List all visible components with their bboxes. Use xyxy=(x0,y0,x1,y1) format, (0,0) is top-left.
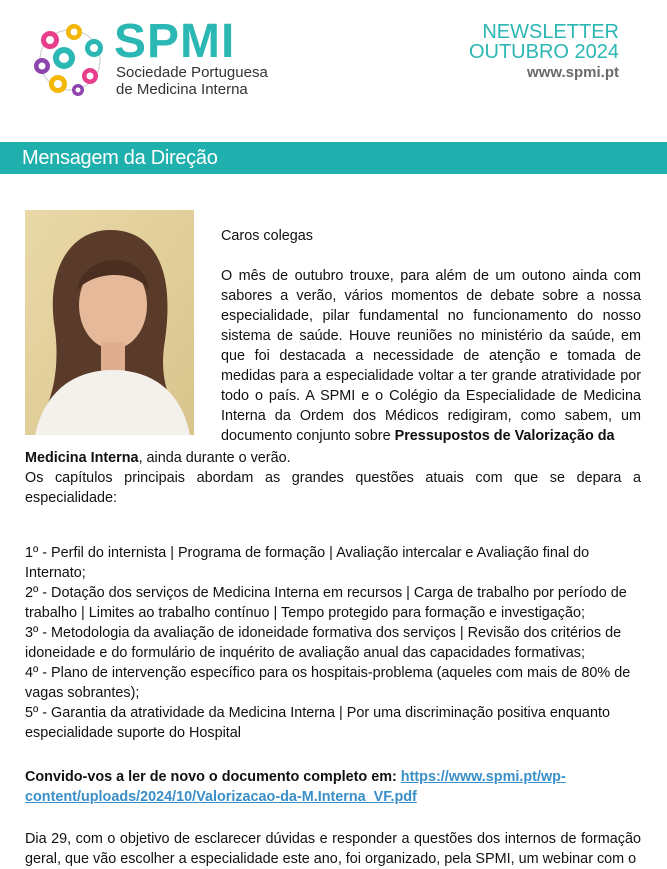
list-item: 2º - Dotação dos serviços de Medicina Interna em recursos | Carga de trabalho por período de trabalho | Limites ao trabalho contínuo | Tempo protegido para formação e investigação; xyxy=(25,585,627,621)
newsletter-label: NEWSLETTER xyxy=(482,21,619,43)
paragraph-1-end xyxy=(25,448,641,468)
letter-intro xyxy=(221,226,641,446)
invite-paragraph xyxy=(25,767,641,807)
paragraph-1-text: O mês de outubro trouxe, para além de um outono ainda com sabores a verão, vários momentos de debate sobre a nossa especialidade, pilar fundamental no funcionamento do nosso sistema de saúde. Houve reuniões no ministério da saúde, em que foi destacada a necessidade de atenção e tomada de medidas para a especialidade voltar a ter grande atratividade por todo o país. A SPMI e o Colégio da Especialidade de Medicina Interna da Ordem dos Médicos redigiram, como sabem, um documento conjunto sobre xyxy=(221,268,641,444)
logo-subtitle-line1: Sociedade Portuguesa xyxy=(116,64,268,81)
list-item: 3º - Metodologia da avaliação de idoneidade formativa dos serviços | Revisão dos critérios de idoneidade e do formulário de inquérito de avaliação anual das capacidades formativas; xyxy=(25,625,622,661)
logo-subtitle-line2: de Medicina Interna xyxy=(116,81,248,98)
paragraph-last: Dia 29, com o objetivo de esclarecer dúvidas e responder a questões dos internos de formação geral, que vão escolher a especialidade este ano, foi organizado, pela SPMI, um webinar com o xyxy=(25,831,641,867)
document-title-part2: Medicina Interna xyxy=(25,450,139,466)
author-portrait-photo xyxy=(25,210,194,435)
newsletter-header xyxy=(0,0,667,140)
document-link[interactable]: https://www.spmi.pt/wp-content/uploads/2024/10/Valorizacao-da-M.Interna_VF.pdf xyxy=(25,769,566,805)
spmi-logo-icon xyxy=(28,18,112,102)
section-title: Mensagem da Direção xyxy=(22,147,218,169)
document-title-part1: Pressupostos de Valorização da xyxy=(394,428,615,444)
list-item: 1º - Perfil do internista | Programa de formação | Avaliação intercalar e Avaliação final do Internato; xyxy=(25,545,590,581)
logo-wordmark: SPMI xyxy=(114,15,236,68)
section-banner xyxy=(0,142,667,174)
list-item: 4º - Plano de intervenção específico para os hospitais-problema (aqueles com mais de 80% de vagas sobrantes); xyxy=(25,665,631,701)
newsletter-title xyxy=(469,22,619,62)
paragraph-1-start xyxy=(221,266,641,446)
paragraph-2: Os capítulos principais abordam as grandes questões atuais com que se depara a especialidade: xyxy=(25,470,641,506)
chapter-list xyxy=(25,543,641,743)
list-item: 5º - Garantia da atratividade da Medicina Interna | Por uma discriminação positiva enquanto especialidade suporte do Hospital xyxy=(25,705,610,741)
greeting: Caros colegas xyxy=(221,228,313,244)
invite-label: Convido-vos a ler de novo o documento completo em: xyxy=(25,769,397,785)
newsletter-issue: OUTUBRO 2024 xyxy=(468,41,619,63)
website-link[interactable]: www.spmi.pt xyxy=(527,64,619,81)
paragraph-1-tail: , ainda durante o verão. xyxy=(138,450,291,466)
